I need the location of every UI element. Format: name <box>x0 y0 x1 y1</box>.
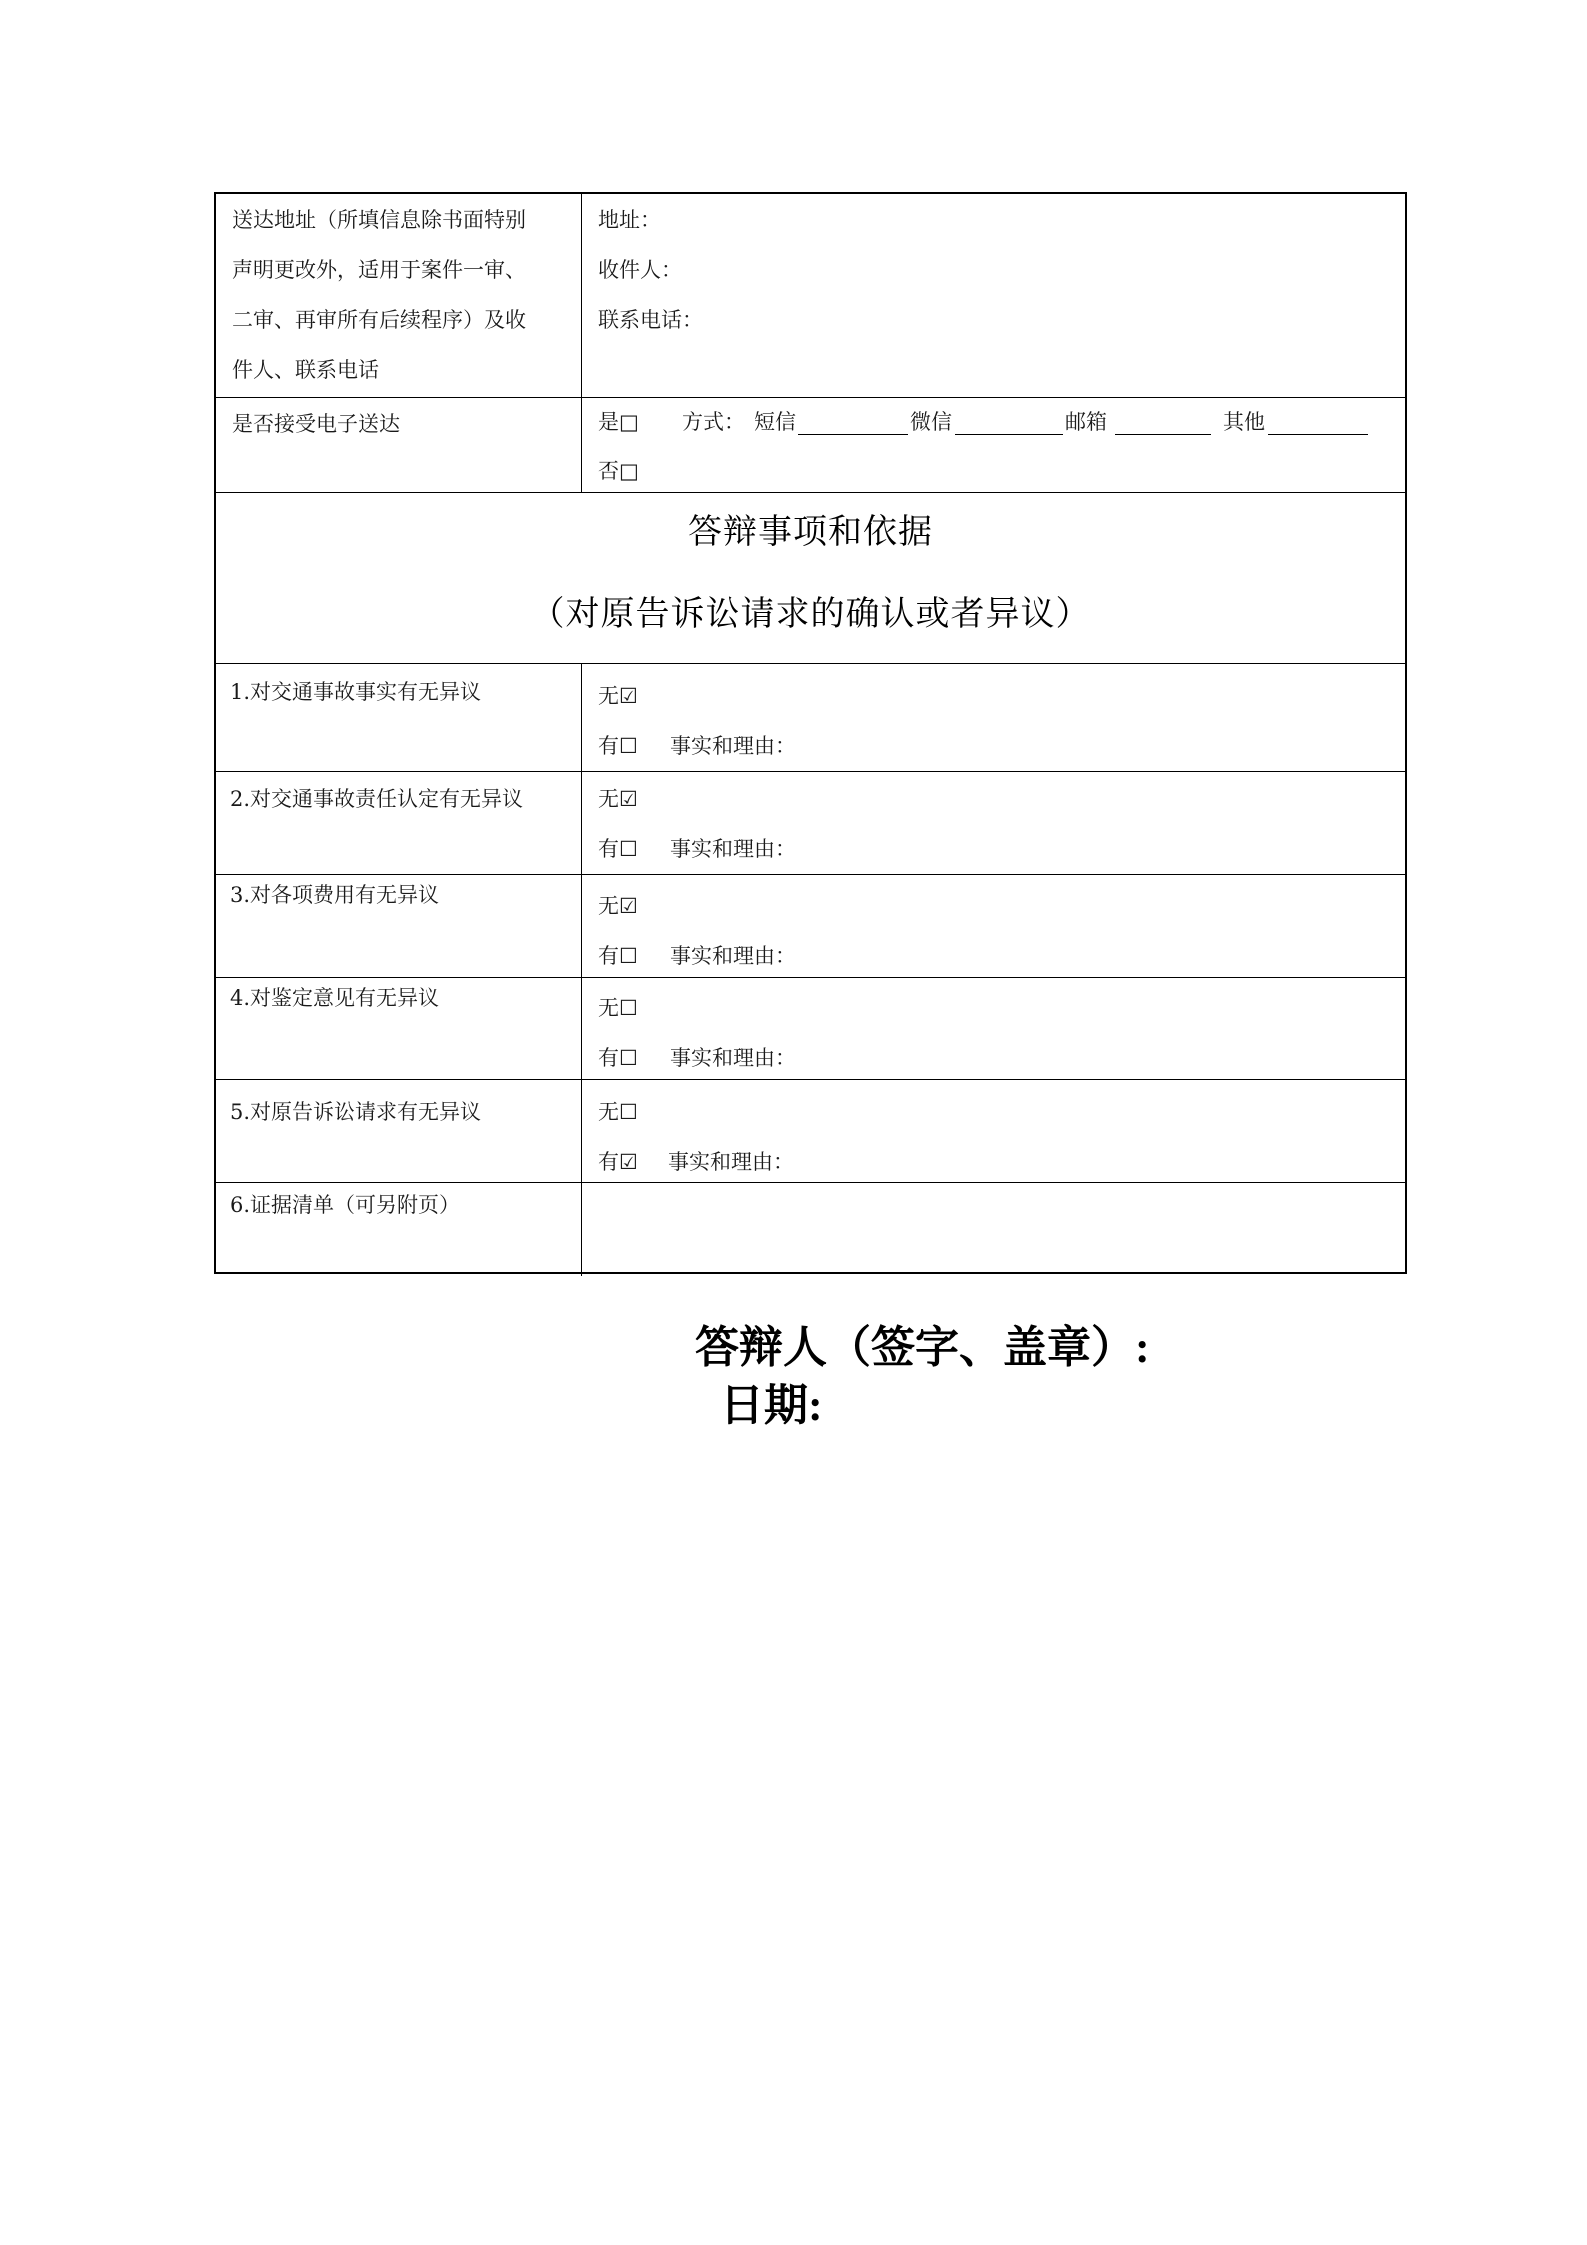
sms-label: 短信 <box>754 410 796 434</box>
defense-form-table <box>214 192 1407 1274</box>
delivery-address-label-cell <box>216 194 582 397</box>
item-label-cell <box>216 1183 582 1276</box>
item-label-cell <box>216 875 582 977</box>
defense-heading-title: 答辩事项和依据 <box>688 512 933 552</box>
email-label: 邮箱 <box>1065 410 1107 434</box>
item-options-cell <box>582 1080 1405 1182</box>
item-label: 5.对原告诉讼请求有无异议 <box>230 1100 482 1124</box>
electronic-delivery-options-cell <box>582 398 1405 492</box>
address-field[interactable]: 地址： <box>598 208 661 232</box>
wechat-blank[interactable] <box>955 414 1063 435</box>
reason-label: 事实和理由： <box>670 944 796 968</box>
electronic-yes-checkbox[interactable]: 是□ <box>598 410 639 434</box>
recipient-field[interactable]: 收件人： <box>598 258 682 282</box>
item-label: 6.证据清单（可另附页） <box>230 1193 461 1217</box>
item-options-cell <box>582 875 1405 977</box>
no-objection-checkbox[interactable]: 无☑ <box>598 894 638 918</box>
item-row-3 <box>216 875 1405 978</box>
item-options-cell <box>582 664 1405 771</box>
phone-field[interactable]: 联系电话： <box>598 308 703 332</box>
reason-label: 事实和理由： <box>670 837 796 861</box>
electronic-delivery-label-cell <box>216 398 582 492</box>
has-objection-checkbox[interactable]: 有☐ <box>598 734 638 758</box>
item-options-cell <box>582 978 1405 1079</box>
has-objection-checkbox[interactable]: 有☐ <box>598 944 638 968</box>
item-label: 4.对鉴定意见有无异议 <box>230 986 440 1010</box>
reason-label: 事实和理由： <box>670 1046 796 1070</box>
item-label-cell <box>216 664 582 771</box>
delivery-address-row <box>216 194 1405 398</box>
date-label: 日期: <box>720 1381 823 1430</box>
no-objection-checkbox[interactable]: 无☐ <box>598 1100 638 1124</box>
reason-label: 事实和理由： <box>668 1150 794 1174</box>
electronic-delivery-label: 是否接受电子送达 <box>232 412 400 436</box>
defense-heading-row <box>216 493 1405 664</box>
delivery-label-line-2: 声明更改外，适用于案件一审、 <box>232 258 526 282</box>
email-blank[interactable] <box>1115 414 1211 435</box>
electronic-delivery-row <box>216 398 1405 493</box>
other-label: 其他 <box>1223 410 1265 434</box>
item-label-cell <box>216 1080 582 1182</box>
item-label: 1.对交通事故事实有无异议 <box>230 680 482 704</box>
wechat-label: 微信 <box>910 410 952 434</box>
item-label: 2.对交通事故责任认定有无异议 <box>230 787 524 811</box>
item-options-cell <box>582 772 1405 874</box>
item-row-5 <box>216 1080 1405 1183</box>
method-label: 方式： <box>682 410 745 434</box>
item-row-6 <box>216 1183 1405 1276</box>
no-objection-checkbox[interactable]: 无☐ <box>598 996 638 1020</box>
item-row-2 <box>216 772 1405 875</box>
other-blank[interactable] <box>1268 414 1368 435</box>
item-label-cell <box>216 978 582 1079</box>
sms-blank[interactable] <box>798 414 908 435</box>
defense-heading-subtitle: （对原告诉讼请求的确认或者异议） <box>530 594 1091 634</box>
delivery-address-fields-cell <box>582 194 1405 397</box>
item-row-1 <box>216 664 1405 772</box>
evidence-list-field[interactable] <box>582 1183 1405 1276</box>
delivery-label-line-1: 送达地址（所填信息除书面特别 <box>232 208 526 232</box>
item-label: 3.对各项费用有无异议 <box>230 883 440 907</box>
respondent-signature-label: 答辩人（签字、盖章）: <box>695 1323 1150 1372</box>
electronic-no-checkbox[interactable]: 否□ <box>598 459 639 483</box>
no-objection-checkbox[interactable]: 无☑ <box>598 684 638 708</box>
item-label-cell <box>216 772 582 874</box>
delivery-label-line-4: 件人、联系电话 <box>232 358 379 382</box>
reason-label: 事实和理由： <box>670 734 796 758</box>
item-row-4 <box>216 978 1405 1080</box>
has-objection-checkbox[interactable]: 有☑ <box>598 1150 638 1174</box>
no-objection-checkbox[interactable]: 无☑ <box>598 787 638 811</box>
has-objection-checkbox[interactable]: 有☐ <box>598 1046 638 1070</box>
delivery-label-line-3: 二审、再审所有后续程序）及收 <box>232 308 526 332</box>
has-objection-checkbox[interactable]: 有☐ <box>598 837 638 861</box>
